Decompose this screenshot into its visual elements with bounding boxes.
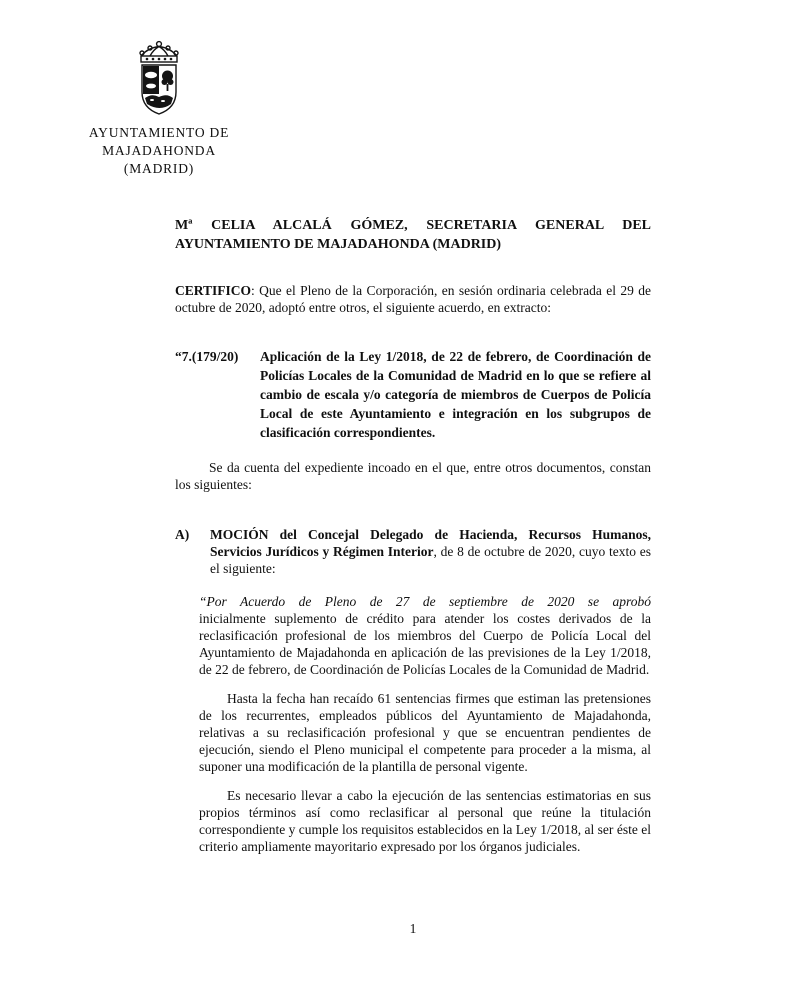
- secretary-heading-line1: Mª CELIA ALCALÁ GÓMEZ, SECRETARIA GENERAL DEL: [175, 218, 651, 233]
- certify-paragraph: [175, 282, 651, 316]
- document-item-a-marker: A): [175, 527, 190, 542]
- coat-of-arms-icon: [130, 40, 188, 120]
- agenda-item-title: Aplicación de la Ley 1/2018, de 22 de febrero, de Coordinación de Policías Locales de la Comunidad de Madrid en lo que se refiere al cambio de escala y/o categoría de miembros de Cuerpos de Policía Local de este Ayuntamiento e integración en los subgrupos de clasificación correspondientes.: [260, 349, 651, 440]
- certify-label: CERTIFICO: [175, 283, 252, 298]
- secretary-heading: [175, 216, 651, 254]
- letterhead: [61, 40, 257, 178]
- secretary-heading-line2: AYUNTAMIENTO DE MAJADAHONDA (MADRID): [175, 237, 502, 252]
- document-item-a-rest: , de 8 de octubre de 2020, cuyo texto es el siguiente:: [210, 544, 652, 576]
- agenda-item-7: [175, 347, 651, 442]
- certify-text: : Que el Pleno de la Corporación, en sesión ordinaria celebrada el 29 de octubre de 2020, adoptó entre otros, el siguiente acuerdo, en extracto:: [175, 283, 651, 315]
- letterhead-org-line3: (MADRID): [123, 161, 195, 176]
- motion-quote-paragraph-1: inicialmente suplemento de crédito para atender los costes derivados de la reclasificación profesional de los miembros del Cuerpo de Policía Local del Ayuntamiento de Majadahonda en aplicación de las previsiones de la Ley 1/2018, de 22 de febrero, de Coordinación de Policías Locales de la Comunidad de Madrid.: [199, 611, 651, 677]
- motion-quote-lead: “Por Acuerdo de Pleno de 27 de septiembre de 2020 se aprobó: [199, 594, 651, 609]
- page-number: 1: [409, 921, 417, 936]
- letterhead-org-line2: MAJADAHONDA: [102, 143, 216, 158]
- document-item-a-bold: MOCIÓN del Concejal Delegado de Hacienda, Recursos Humanos, Servicios Jurídicos y Régimen Interior: [210, 527, 651, 559]
- document-item-a: [175, 526, 651, 577]
- motion-quote-paragraph-3: Es necesario llevar a cabo la ejecución de las sentencias estimatorias en sus propios términos así como reclasificar al personal que reúne la titulación correspondiente y cumple los requisitos establecidos en la Ley 1/2018, al ser éste el criterio ampliamente mayoritario expresado por los órganos judiciales.: [199, 788, 651, 854]
- motion-quote-paragraph-2: Hasta la fecha han recaído 61 sentencias firmes que estiman las pretensiones de los recurrentes, empleados públicos del Ayuntamiento de Majadahonda, relativas a su reclasificación profesional y que se encuentran pendientes de ejecución, siendo el Pleno municipal el competente para proceder a la misma, al suponer una modificación de la plantilla de personal vigente.: [199, 691, 651, 774]
- agenda-item-marker: “7.(179/20): [175, 349, 239, 364]
- intro-paragraph: Se da cuenta del expediente incoado en el que, entre otros documentos, constan los siguientes:: [175, 460, 651, 492]
- letterhead-org-line1: AYUNTAMIENTO DE: [88, 125, 230, 140]
- motion-quote-block: [199, 593, 651, 855]
- document-body: [175, 216, 651, 855]
- document-item-a-text: [210, 526, 651, 577]
